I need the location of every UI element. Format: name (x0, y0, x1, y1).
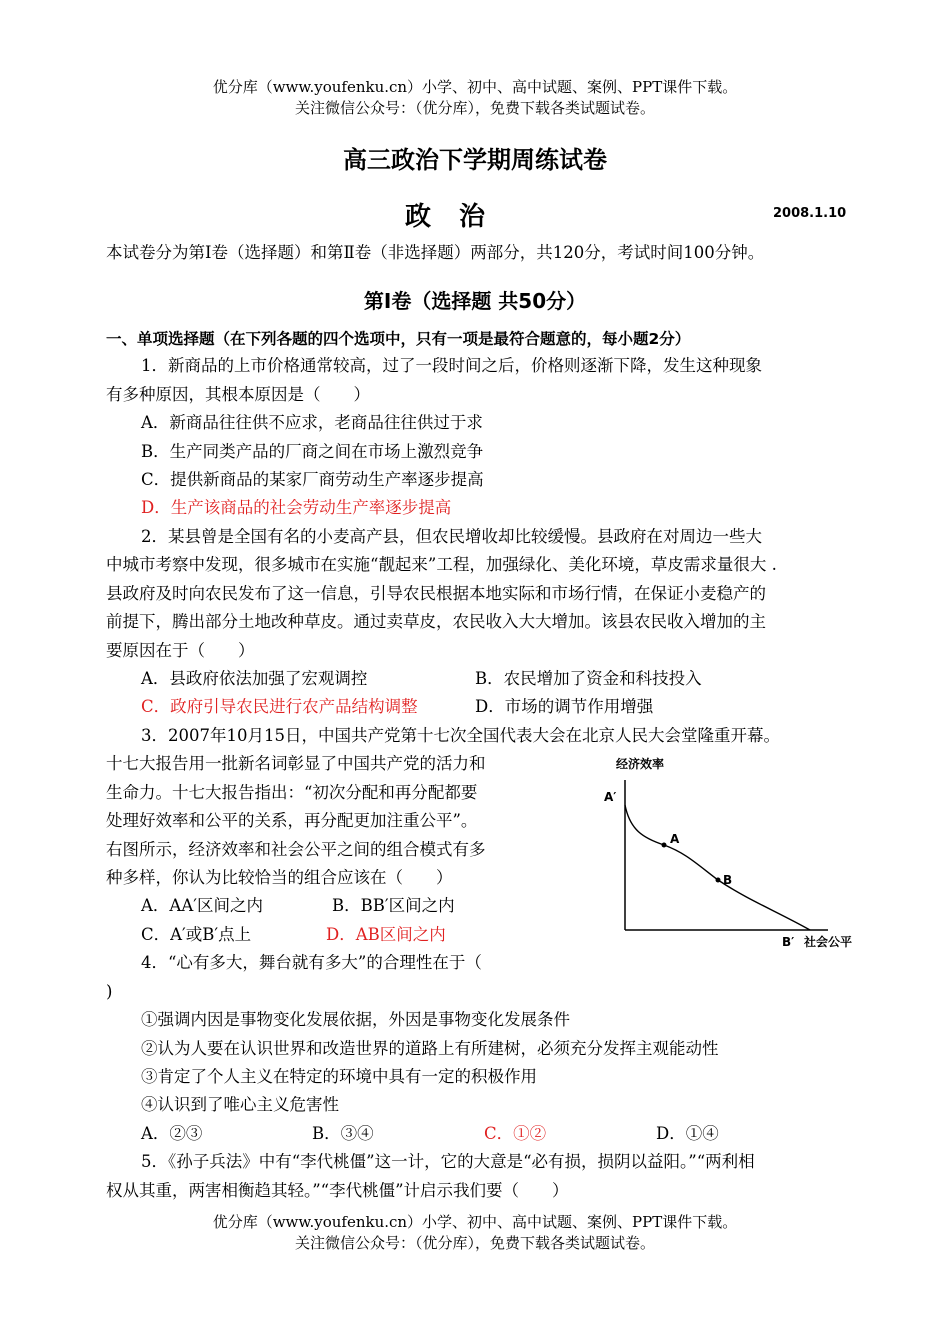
chart-label-b: B (723, 873, 733, 887)
q2-stem-2: 中城市考察中发现，很多城市在实施“靓起来”工程，加强绿化、美化环境，草皮需求量很大 . (106, 555, 777, 574)
q5-stem-2: 权从其重，两害相衡趋其轻。”“李代桃僵”计启示我们要（ ） (106, 1181, 569, 1200)
chart-point-a (662, 843, 667, 848)
q4-option-c-answer: C．①② (484, 1124, 547, 1143)
q3-stem-1: 3．2007年10月15日，中国共产党第十七次全国代表大会在北京人民大会堂隆重开幕。 (141, 726, 780, 745)
q3-stem-3: 生命力。十七大报告指出：“初次分配和再分配都要 (106, 783, 478, 802)
chart-label-b-prime: B′ (782, 935, 795, 949)
footer-line-1: 优分库（www.youfenku.cn）小学、初中、高中试题、案例、PPT课件下载。 (212, 1213, 738, 1231)
q4-stem-2: ) (106, 982, 113, 1001)
q2-option-b: B．农民增加了资金和科技投入 (475, 669, 702, 688)
exam-date: 2008.1.10 (773, 206, 847, 221)
q4-option-d: D．①④ (656, 1124, 719, 1143)
q4-statement-2: ②认为人要在认识世界和改造世界的道路上有所建树，必须充分发挥主观能动性 (141, 1039, 719, 1058)
chart-curve (625, 805, 810, 930)
q4-option-a: A．②③ (141, 1124, 203, 1143)
q1-stem-1: 1．新商品的上市价格通常较高，过了一段时间之后，价格则逐渐下降，发生这种现象 (141, 356, 762, 375)
section-1-heading: 第Ⅰ卷（选择题 共50分） (363, 289, 587, 313)
chart-point-b (716, 878, 721, 883)
part-1-heading: 一、单项选择题（在下列各题的四个选项中，只有一项是最符合题意的，每小题2分） (106, 330, 691, 348)
q2-stem-5: 要原因在于（ ） (106, 641, 255, 660)
q4-statement-3: ③肯定了个人主义在特定的环境中具有一定的积极作用 (141, 1067, 537, 1086)
chart-y-label: 经济效率 (616, 757, 665, 771)
q2-option-d: D．市场的调节作用增强 (475, 697, 654, 716)
efficiency-fairness-chart (598, 750, 888, 960)
chart-x-label: 社会公平 (804, 935, 853, 949)
q1-option-d-answer: D．生产该商品的社会劳动生产率逐步提高 (141, 498, 452, 517)
q3-stem-4: 处理好效率和公平的关系，再分配更加注重公平”。 (106, 811, 478, 830)
q2-stem-3: 县政府及时向农民发布了这一信息，引导农民根据本地实际和市场行情，在保证小麦稳产的 (106, 584, 766, 603)
q3-option-b: B．BB′区间之内 (332, 896, 455, 915)
chart-label-a-prime: A′ (604, 790, 617, 804)
q1-option-c: C．提供新商品的某家厂商劳动生产率逐步提高 (141, 470, 484, 489)
q4-statement-4: ④认识到了唯心主义危害性 (141, 1095, 339, 1114)
q2-option-a: A．县政府依法加强了宏观调控 (141, 669, 368, 688)
footer-line-2: 关注微信公众号：（优分库），免费下载各类试题试卷。 (294, 1234, 655, 1252)
q2-option-c-answer: C．政府引导农民进行农产品结构调整 (141, 697, 418, 716)
q1-option-b: B．生产同类产品的厂商之间在市场上激烈竞争 (141, 442, 484, 461)
exam-intro: 本试卷分为第Ⅰ卷（选择题）和第Ⅱ卷（非选择题）两部分，共120分，考试时间100分钟。 (106, 243, 765, 262)
q2-stem-1: 2．某县曾是全国有名的小麦高产县，但农民增收却比较缓慢。县政府在对周边一些大 (141, 527, 762, 546)
header-line-2: 关注微信公众号：（优分库），免费下载各类试题试卷。 (294, 99, 655, 117)
q3-stem-6: 种多样，你认为比较恰当的组合应该在（ ） (106, 868, 453, 887)
q4-option-b: B．③④ (312, 1124, 374, 1143)
q4-statement-1: ①强调内因是事物变化发展依据，外因是事物变化发展条件 (141, 1010, 570, 1029)
q3-option-d-answer: D．AB区间之内 (326, 925, 446, 944)
exam-subject: 政治 (405, 202, 514, 232)
q2-stem-4: 前提下，腾出部分土地改种草皮。通过卖草皮，农民收入大大增加。该县农民收入增加的主 (106, 612, 766, 631)
q1-stem-2: 有多种原因，其根本原因是（ ） (106, 385, 370, 404)
exam-title: 高三政治下学期周练试卷 (343, 146, 607, 174)
q3-stem-2: 十七大报告用一批新名词彰显了中国共产党的活力和 (106, 754, 486, 773)
q5-stem-1: 5．《孙子兵法》中有“李代桃僵”这一计，它的大意是“必有损，损阴以益阳。”“两利相 (141, 1152, 755, 1171)
q4-stem-1: 4．“心有多大，舞台就有多大”的合理性在于（ (141, 953, 482, 972)
q1-option-a: A．新商品往往供不应求，老商品往往供过于求 (141, 413, 483, 432)
chart-label-a: A (670, 832, 680, 846)
q3-option-a: A．AA′区间之内 (141, 896, 263, 915)
q3-stem-5: 右图所示，经济效率和社会公平之间的组合模式有多 (106, 840, 486, 859)
header-line-1: 优分库（www.youfenku.cn）小学、初中、高中试题、案例、PPT课件下载。 (212, 78, 738, 96)
q3-option-c: C．A′或B′点上 (141, 925, 252, 944)
